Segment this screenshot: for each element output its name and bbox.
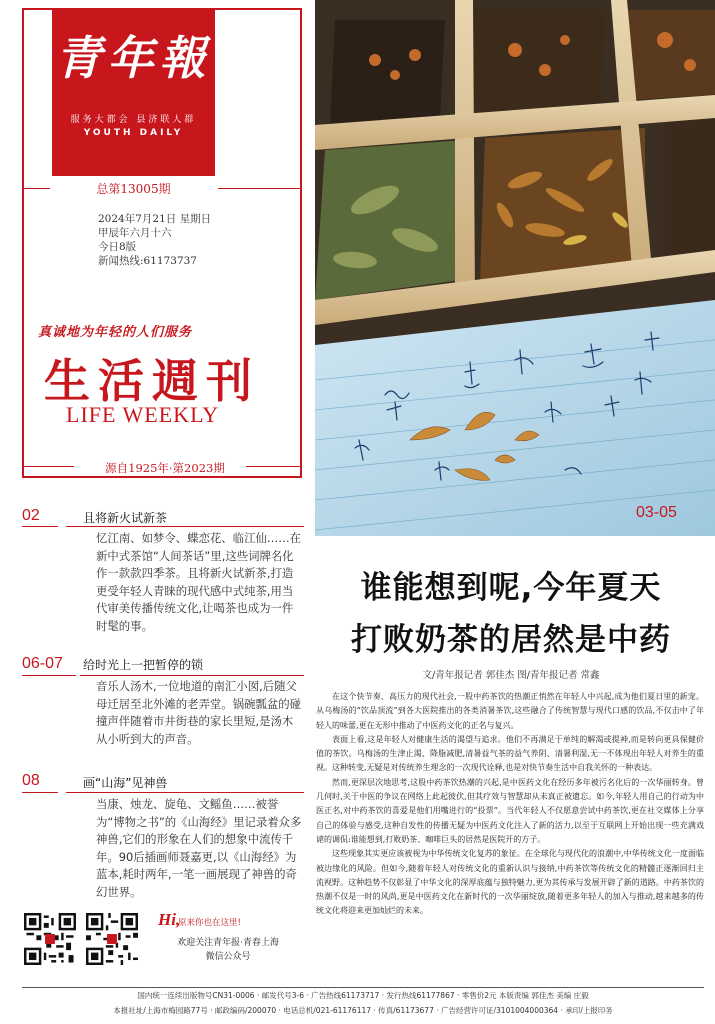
footer-address-info: 本报社址/上海市梅园路77号 · 邮政编码/200070 · 电话总机/021-61176117 · 传真/61173677 · 广告经营许可证/3101004000364 · 承印/上报印务 (113, 1006, 613, 1015)
divider (22, 675, 76, 676)
news-hotline: 新闻热线:61173737 (98, 255, 197, 267)
article-body (316, 690, 704, 919)
toc-title[interactable]: 给时光上一把暂停的锁 (83, 658, 204, 672)
cover-headline[interactable]: 谁能想到呢,今年夏天 (360, 570, 662, 606)
divider (80, 675, 304, 676)
divider (218, 188, 302, 189)
article-paragraph: 在这个快节奏、高压力的现代社会,一股中药茶饮的热潮正悄然在年轻人中兴起,成为他们夏日里的新宠。从乌梅汤的“饮品顶流”到各大医院推出的各类消暑茶饮,这些融合了传统智慧与现代口感的饮品,不仅击中了年轻人的味蕾,更在无形中推动了中医药文化的正名与复兴。 (316, 692, 704, 730)
qr-code[interactable] (86, 913, 138, 965)
toc-title[interactable]: 画“山海”见神兽 (83, 776, 168, 790)
herb-box-illustration (315, 0, 715, 360)
masthead (52, 8, 215, 176)
masthead-english: YOUTH DAILY (83, 128, 184, 138)
lunar-date: 甲辰年六月十六 (98, 227, 172, 239)
page-count: 今日8版 (98, 241, 137, 253)
toc-summary: 当康、烛龙、旋龟、文鳐鱼……被誉为“博物之书”的《山海经》里记录着众多神兽,它们的形象在人们的想象中流传千年。90后插画师聂嘉更,以《山海经》为蓝本,耗时两年,一笔一画展现了神兽的奇幻世界。 (96, 797, 302, 899)
article-paragraph: 表面上看,这是年轻人对健康生活的渴望与追求。他们不再满足于单纯的解渴或提神,而是转向更具保健价值的茶饮。乌梅汤的生津止渴、降脂减肥,清暑益气茶的益气养阴、清暑利湿,无一不体现出年轻人对养生的重视。这种转变,无疑是对传统养生理念的一次现代诠释,也是对快节奏生活中自我关怀的一种表达。 (316, 734, 704, 773)
toc-summary: 忆江南、如梦令、蝶恋花、临江仙……在新中式茶馆“人间茶话”里,这些词牌名化作一款款四季茶。且将新火试新茶,打造更受年轻人青睐的现代感中式纯茶,用当代审美传播传统文化,让喝茶也成为一件时髦的事。 (96, 531, 302, 633)
weekly-tagline: 真诚地为年轻的人们服务 (38, 325, 193, 340)
toc-page-number: 06-07 (22, 655, 63, 672)
cover-headline[interactable]: 打败奶茶的居然是中药 (351, 622, 671, 658)
masthead-slogan: 服务大都会 县济联人群 (70, 115, 197, 125)
divider (246, 466, 302, 467)
divider (22, 188, 50, 189)
weekly-since: 源自1925年·第2023期 (105, 461, 225, 475)
article-paragraph: 然而,更深层次地思考,这股中药茶饮热潮的兴起,是中医药文化在经历多年被污名化后的一次华丽转身。曾几何时,关于中医的争议在网络上此起彼伏,但其疗效与智慧却从未真正被遗忘。如今,年轻人用自己的行动为中医正名,对中药茶饮的喜爱是他们用嘴进行的“投票”。当代年轻人不仅愿意尝试中药茶饮,更在社交媒体上分享自己的体验与感受,这种自发性的传播无疑为中医药文化注入了新的活力,以至于互联网上开始出现一些充满戏谑的调侃:谁能想到,打败奶茶、咖啡巨头的居然是医院开的方子。 (316, 777, 704, 844)
article-paragraph: 这些现象其实更应该被视为中华传统文化复苏的象征。在全球化与现代化的浪潮中,中华传统文化一度面临被边缘化的风险。但如今,随着年轻人对传统文化的重新认识与接纳,中药茶饮等传统文化的精髓正逐渐回归主流视野。这种趋势不仅彰显了中华文化的深厚底蕴与独特魅力,更为其传承与发展开辟了新的道路。中药茶饮的热潮不仅是一时的风尚,更是中医药文化在新时代的一次华丽绽放,随着更多年轻人的加入与推动,越来越多的传统文化将迎来更加灿烂的未来。 (316, 849, 704, 916)
hi-badge: Hi, (158, 910, 181, 929)
follow-prompt: 原来你也在这里! (178, 918, 241, 928)
follow-line: 欢迎关注青年报·青春上海 (177, 938, 279, 948)
byline: 文/青年报记者 郭佳杰 图/青年报记者 常鑫 (422, 670, 600, 681)
cover-page-ref[interactable]: 03-05 (636, 504, 677, 521)
qr-code[interactable] (24, 913, 76, 965)
weekly-title-english: LIFE WEEKLY (66, 402, 220, 427)
weekly-title: 生活週刊 (44, 354, 260, 408)
footer-divider (22, 987, 704, 988)
toc-page-number: 02 (22, 507, 40, 524)
divider (66, 792, 304, 793)
follow-line: 微信公众号 (205, 952, 251, 962)
divider (22, 526, 58, 527)
date-block (98, 212, 238, 268)
toc-page-number: 08 (22, 772, 40, 789)
toc-title[interactable]: 且将新火试新茶 (83, 511, 168, 525)
divider (66, 526, 304, 527)
cover-photo (315, 0, 715, 536)
footer-publication-info: 国内统一连续出版物号CN31-0006 · 邮发代号3-6 · 广告热线61173717 · 发行热线61177867 · 零售价2元 本版责编 郭佳杰 美编 庄毅 (137, 991, 589, 1000)
toc-summary: 音乐人汤木,一位地道的南汇小囡,后随父母迁居至北外滩的老弄堂。锅碗瓢盆的碰撞声伴随着市井街巷的家长里短,是汤木从小听到大的声音。 (96, 679, 302, 746)
divider (22, 792, 58, 793)
masthead-logo: 青年報 (55, 31, 212, 85)
issue-date: 2024年7月21日 星期日 (98, 213, 212, 225)
issue-number: 总第13005期 (96, 182, 171, 196)
